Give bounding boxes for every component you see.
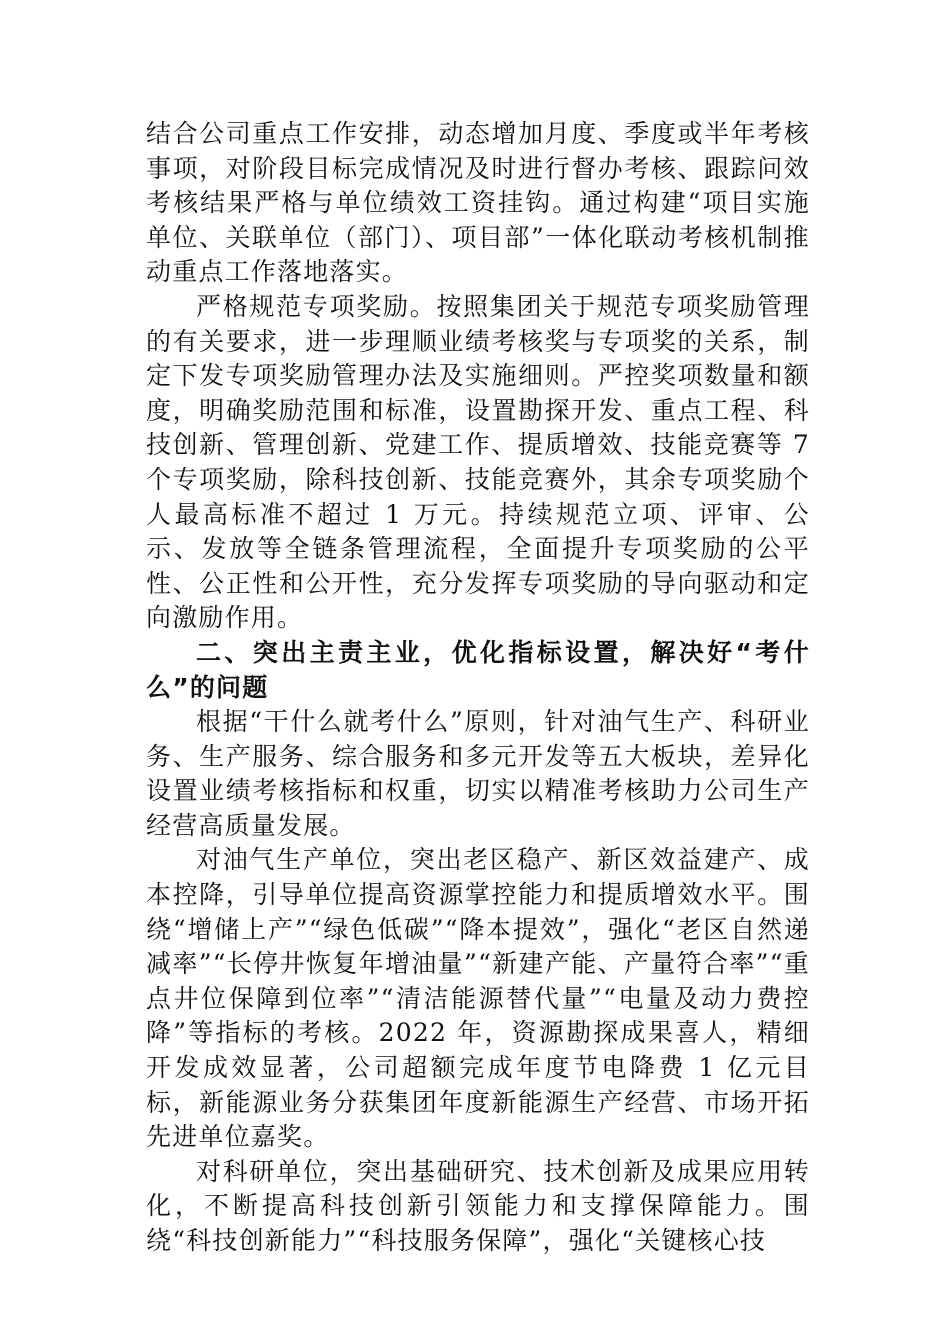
paragraph-principle: 根据“干什么就考什么”原则，针对油气生产、科研业务、生产服务、综合服务和多元开发等五大板块，差异化设置业绩考核指标和权重，切实以精准考核助力公司生产经营高质量发展。 <box>146 707 810 840</box>
section-heading-2: 二、突出主责主业，优化指标设置，解决好“考什么”的问题 <box>146 637 810 702</box>
paragraph-continuation: 结合公司重点工作安排，动态增加月度、季度或半年考核事项，对阶段目标完成情况及时进行督办考核、跟踪问效考核结果严格与单位绩效工资挂钩。通过构建“项目实施单位、关联单位（部门）、项目部”一体化联动考核机制推动重点工作落地落实。 <box>146 119 810 287</box>
paragraph-oil-gas-units: 对油气生产单位，突出老区稳产、新区效益建产、成本控降，引导单位提高资源掌控能力和提质增效水平。围绕“增储上产”“绿色低碳”“降本提效”，强化“老区自然递减率”“长停井恢复年增油量”“新建产能、产量符合率”“重点井位保障到位率”“清洁能源替代量”“电量及动力费控降”等指标的考核。2022 年，资源勘探成果喜人，精细开发成效显著，公司超额完成年度节电降费 1 亿元目标，新能源业务分获集团年度新能源生产经营、市场开拓先进单位嘉奖。 <box>146 845 810 1152</box>
paragraph-research-units: 对科研单位，突出基础研究、技术创新及成果应用转化，不断提高科技创新引领能力和支撑保障能力。围绕“科技创新能力”“科技服务保障”，强化“关键核心技 <box>146 1156 810 1255</box>
paragraph-special-rewards: 严格规范专项奖励。按照集团关于规范专项奖励管理的有关要求，进一步理顺业绩考核奖与专项奖的关系，制定下发专项奖励管理办法及实施细则。严控奖项数量和额度，明确奖励范围和标准，设置勘探开发、重点工程、科技创新、管理创新、党建工作、提质增效、技能竞赛等 7 个专项奖励，除科技创新、技能竞赛外，其余专项奖励个人最高标准不超过 1 万元。持续规范立项、评审、公示、发放等全链条管理流程，全面提升专项奖励的公平性、公正性和公开性，充分发挥专项奖励的导向驱动和定向激励作用。 <box>146 291 810 633</box>
document-body <box>146 117 810 1259</box>
